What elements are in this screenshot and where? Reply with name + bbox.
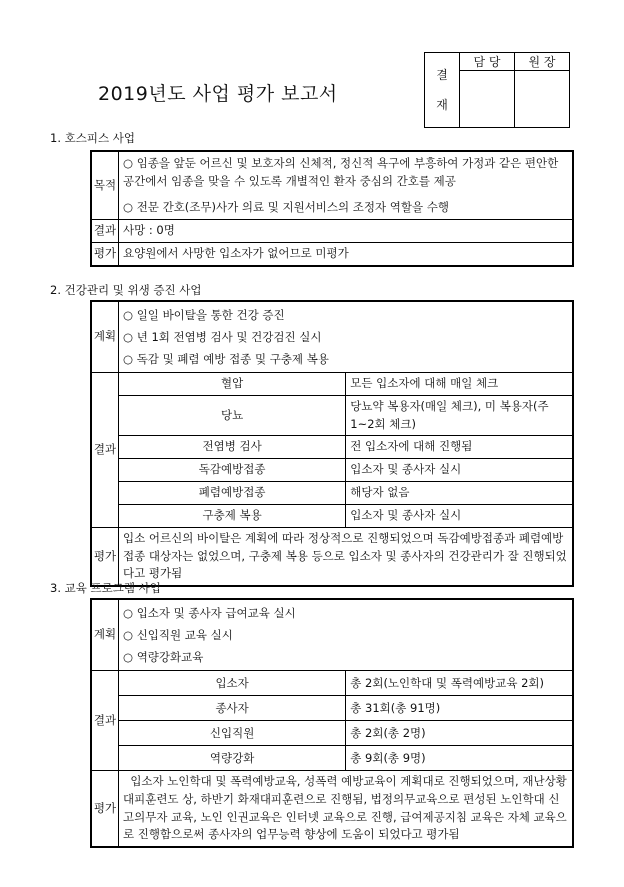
eval-label: 평가 (91, 771, 119, 848)
plan-cell (119, 301, 574, 373)
result-value: 총 31회(총 91명) (346, 696, 573, 721)
section-3-table (90, 598, 574, 848)
plan-line: ○ 입소자 및 종사자 급여교육 실시 (123, 606, 296, 620)
plan-label: 계획 (91, 301, 119, 373)
result-label: 결과 (91, 671, 119, 771)
eval-text: 입소 어르신의 바이탈은 계획에 따라 정상적으로 진행되었으며 독감예방접종과 폐렴예방접종 대상자는 없었으며, 구충제 복용 등으로 입소자 및 종사자의 건강관리가 잘 진행되었다고 평가됨 (119, 527, 574, 586)
result-key: 종사자 (119, 696, 346, 721)
result-key: 전염병 검사 (119, 436, 346, 459)
section-2-heading: 2. 건강관리 및 위생 증진 사업 (50, 283, 202, 297)
purpose-line: ○ 임종을 앞둔 어르신 및 보호자의 신체적, 정신적 욕구에 부흥하여 가정과 같은 편안한 공간에서 임종을 맞을 수 있도록 개별적인 환자 중심의 간호를 제공 (123, 156, 559, 188)
plan-line: ○ 일일 바이탈을 통한 건강 증진 (123, 308, 285, 322)
result-key: 독감예방접종 (119, 459, 346, 482)
purpose-line: ○ 전문 간호(조무)사가 의료 및 지원서비스의 조정자 역할을 수행 (123, 199, 449, 214)
plan-line: ○ 역량강화교육 (123, 650, 204, 664)
result-value: 당뇨약 복용자(매일 체크), 미 복용자(주 1~2회 체크) (346, 395, 573, 436)
result-key: 혈압 (119, 373, 346, 396)
plan-line: ○ 년 1회 전염병 검사 및 건강검진 실시 (123, 330, 322, 344)
result-label: 결과 (91, 220, 119, 243)
approval-side-label (425, 53, 460, 128)
result-key: 입소자 (119, 671, 346, 696)
approval-sign-manager (460, 71, 515, 128)
eval-text: 요양원에서 사망한 입소자가 없어므로 미평가 (119, 243, 574, 266)
approval-side-2: 재 (436, 98, 448, 112)
result-value: 해당자 없음 (346, 482, 573, 505)
result-value: 입소자 및 종사자 실시 (346, 504, 573, 527)
section-2-table (90, 300, 574, 587)
result-text: 사망 : 0명 (119, 220, 574, 243)
result-key: 역량강화 (119, 746, 346, 771)
plan-label: 계획 (91, 599, 119, 671)
plan-line: ○ 신입직원 교육 실시 (123, 628, 233, 642)
result-key: 신입직원 (119, 721, 346, 746)
result-value: 총 2회(총 2명) (346, 721, 573, 746)
result-value: 입소자 및 종사자 실시 (346, 459, 573, 482)
approval-sign-director (515, 71, 570, 128)
section-1-heading: 1. 호스피스 사업 (50, 131, 135, 145)
section-3-heading: 3. 교육 프로그램 사업 (50, 581, 161, 595)
result-value: 총 9회(총 9명) (346, 746, 573, 771)
result-key: 폐렴예방접종 (119, 482, 346, 505)
section-1-table (90, 150, 574, 267)
approval-col-manager: 담 당 (460, 53, 515, 71)
purpose-cell (119, 151, 574, 220)
approval-side-1: 결 (436, 68, 448, 82)
purpose-label: 목적 (91, 151, 119, 220)
eval-text: 입소자 노인학대 및 폭력예방교육, 성폭력 예방교육이 계획대로 진행되었으며, 재난상황대피훈련도 상, 하반기 화재대피훈련으로 진행됨, 법정의무교육으로 편성된 노인학대 신고의무자 교육, 노인 인권교육은 인터넷 교육으로 진행, 급여제공지침 교육은 자체 교육으로 진행함으로써 종사자의 업무능력 향상에 도움이 되었다고 평가됨 (119, 771, 574, 848)
page-title: 2019년도 사업 평가 보고서 (98, 83, 338, 105)
approval-col-director: 원 장 (515, 53, 570, 71)
approval-box (424, 52, 570, 128)
result-value: 모든 입소자에 대해 매일 체크 (346, 373, 573, 396)
result-key: 구충제 복용 (119, 504, 346, 527)
plan-cell (119, 599, 574, 671)
eval-label: 평가 (91, 243, 119, 266)
result-key: 당뇨 (119, 395, 346, 436)
plan-line: ○ 독감 및 폐렴 예방 접종 및 구충제 복용 (123, 352, 329, 366)
result-value: 전 입소자에 대해 진행됨 (346, 436, 573, 459)
eval-label: 평가 (91, 527, 119, 586)
result-value: 총 2회(노인학대 및 폭력예방교육 2회) (346, 671, 573, 696)
result-label: 결과 (91, 373, 119, 528)
